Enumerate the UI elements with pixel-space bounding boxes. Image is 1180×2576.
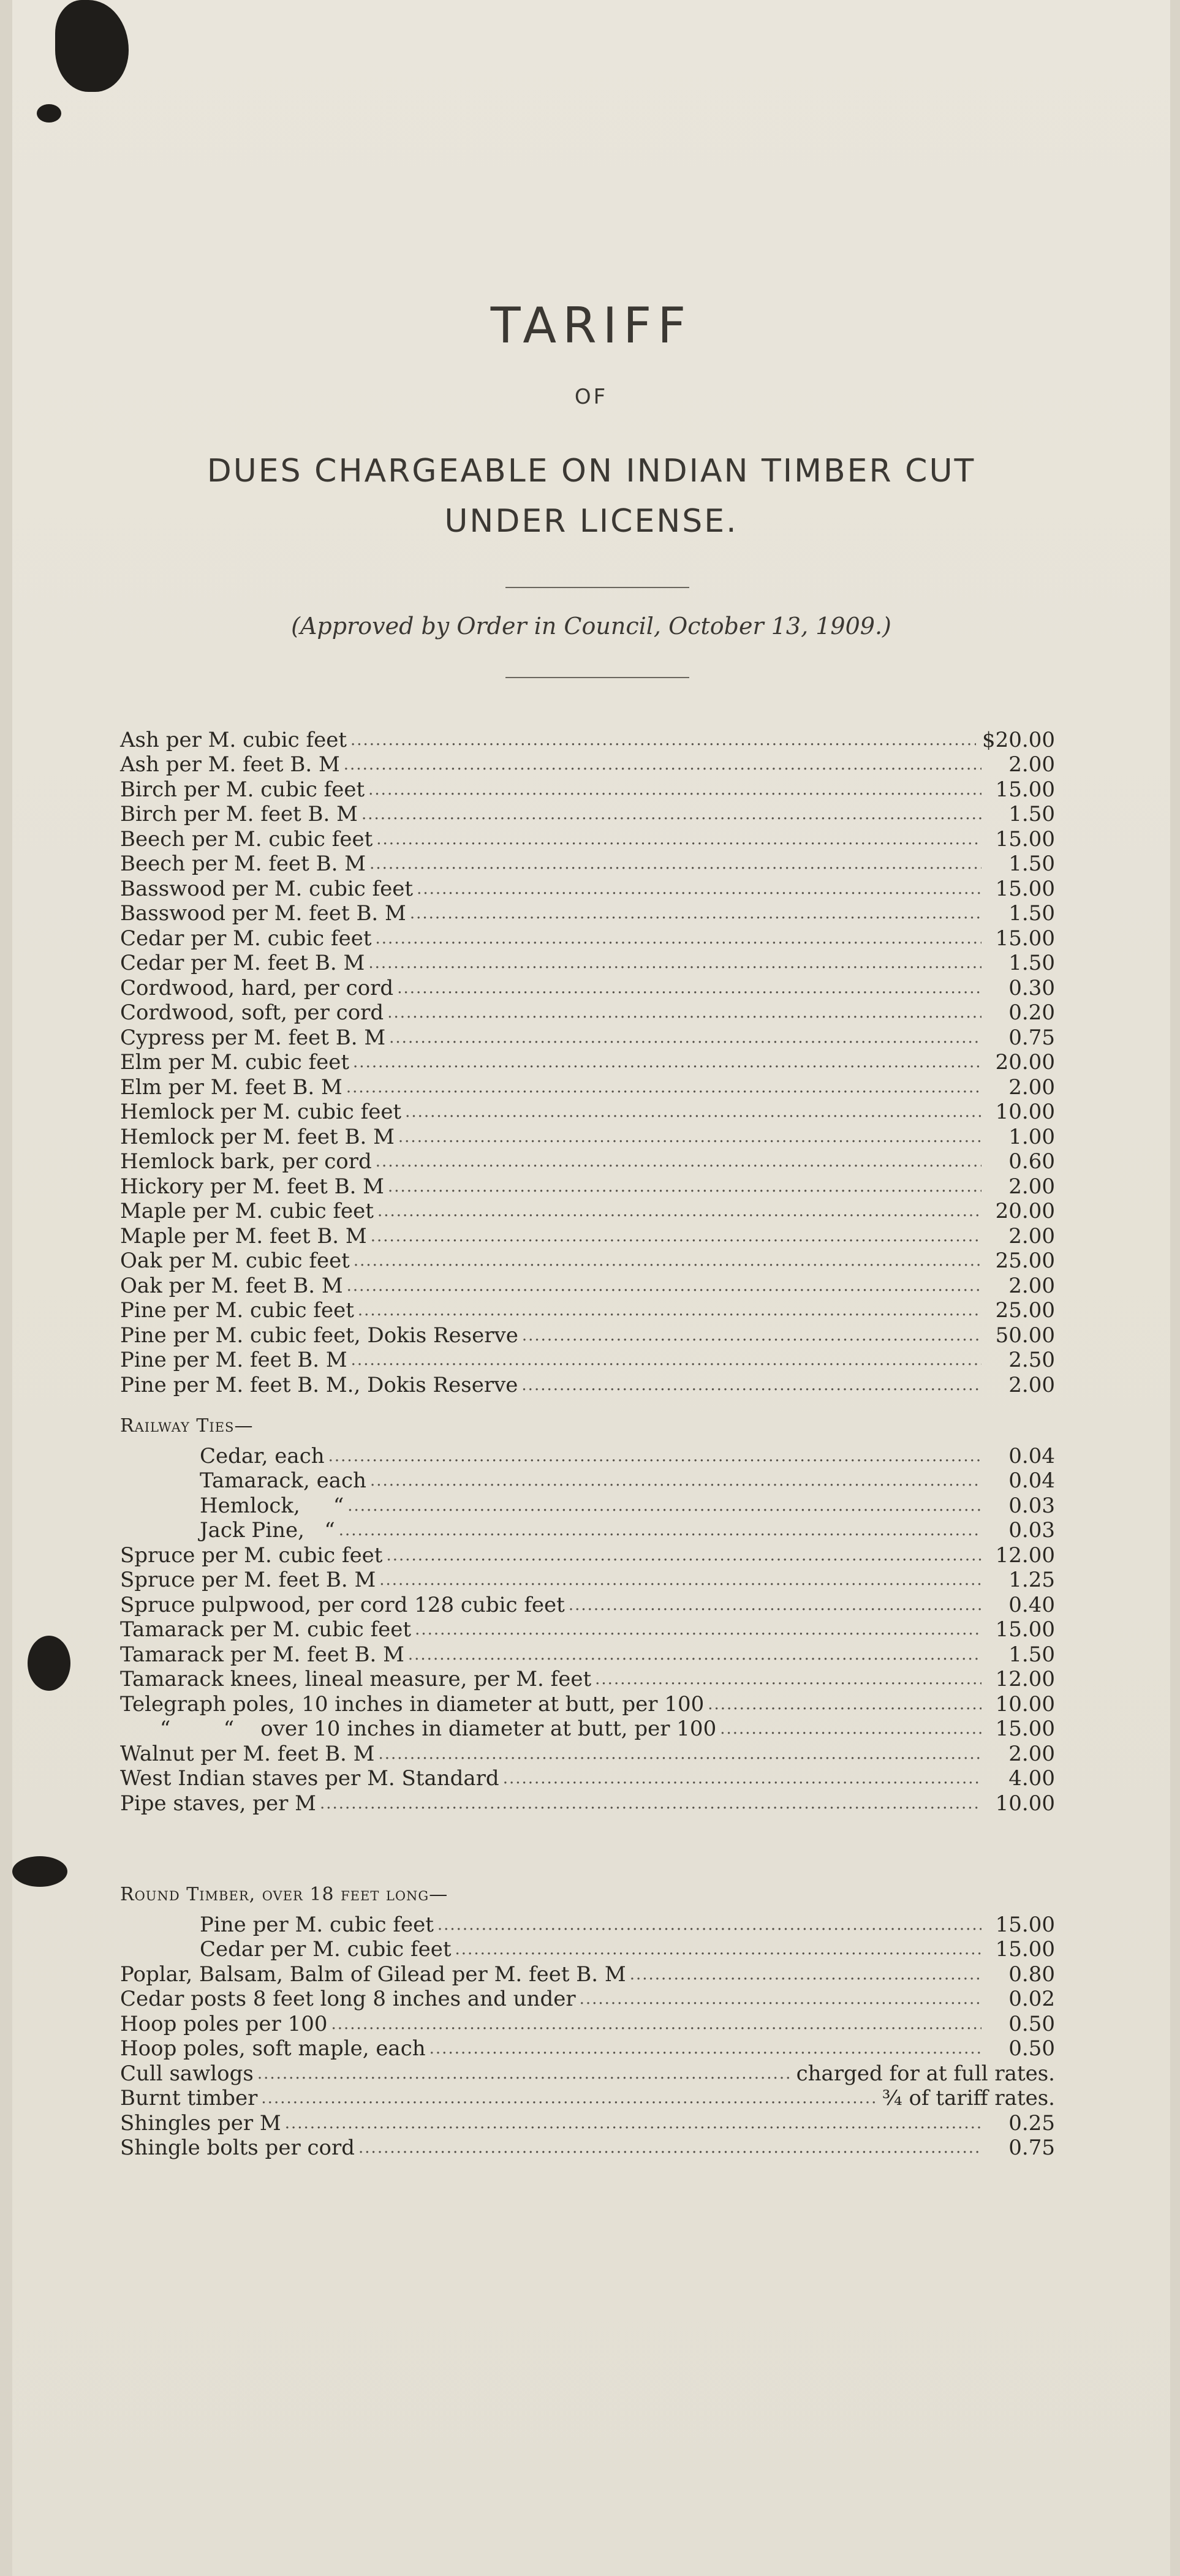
tariff-item-rate: 12.00 <box>995 1667 1055 1691</box>
divider-bottom <box>505 677 689 678</box>
tariff-row <box>120 1372 1055 1397</box>
tariff-item-rate: 2.00 <box>1008 1372 1055 1397</box>
tariff-row <box>120 2110 1055 2136</box>
tariff-item-rate: 1.00 <box>1008 1124 1055 1149</box>
dot-leader <box>437 1913 981 1937</box>
dot-leader <box>595 1667 981 1691</box>
dot-leader <box>358 2136 981 2160</box>
dot-leader <box>368 951 981 975</box>
tariff-row <box>120 1987 1055 2012</box>
tariff-item-rate: 0.04 <box>1008 1443 1055 1468</box>
tariff-row <box>120 1741 1055 1766</box>
tariff-item-rate: 2.00 <box>1008 1075 1055 1100</box>
tariff-item-rate: 0.60 <box>1008 1149 1055 1174</box>
tariff-item-label: Hickory per M. feet B. M <box>120 1174 384 1199</box>
tariff-row <box>120 1273 1055 1298</box>
document-page <box>12 0 1170 2576</box>
document-subtitle: OF <box>574 385 608 409</box>
dot-leader <box>347 1274 981 1298</box>
tariff-item-rate: 15.00 <box>995 777 1055 802</box>
tariff-row <box>120 1248 1055 1274</box>
tariff-item-label: Ash per M. feet B. M <box>120 752 340 777</box>
ink-stain-top-left <box>55 0 129 92</box>
tariff-item-rate: 0.75 <box>1008 1025 1055 1050</box>
tariff-item-label: Pine per M. cubic feet, Dokis Reserve <box>120 1323 518 1348</box>
document-title: TARIFF <box>490 297 692 354</box>
dot-leader <box>370 1468 981 1493</box>
divider-top <box>505 587 689 588</box>
tariff-row <box>120 852 1055 877</box>
tariff-item-rate: 15.00 <box>995 1617 1055 1642</box>
tariff-item-label: Cedar posts 8 feet long 8 inches and under <box>120 1987 576 2011</box>
tariff-row <box>120 1642 1055 1667</box>
dot-leader <box>503 1766 981 1791</box>
tariff-item-label: Tamarack per M. feet B. M <box>120 1642 404 1667</box>
tariff-item-rate: 1.50 <box>1008 852 1055 876</box>
dot-leader <box>328 1444 981 1468</box>
dot-leader <box>388 1174 981 1199</box>
tariff-item-label: Elm per M. feet B. M <box>120 1075 342 1100</box>
tariff-row <box>120 777 1055 802</box>
dot-leader <box>386 1543 981 1568</box>
tariff-item-rate: 1.25 <box>1008 1568 1055 1592</box>
dot-leader <box>339 1518 981 1543</box>
ink-stain-mid-left <box>28 1636 70 1691</box>
tariff-item-label: Shingle bolts per cord <box>120 2136 355 2160</box>
dot-leader <box>429 2036 981 2061</box>
tariff-row <box>120 1443 1055 1468</box>
tariff-item-label: Shingles per M <box>120 2110 281 2136</box>
tariff-item-rate: 15.00 <box>995 826 1055 852</box>
tariff-row <box>120 1717 1055 1742</box>
tariff-item-label: Hoop poles per 100 <box>120 2011 328 2036</box>
tariff-item-label: Cedar per M. feet B. M <box>120 951 365 975</box>
dot-leader <box>261 2086 876 2110</box>
tariff-item-label: Cypress per M. feet B. M <box>120 1025 386 1050</box>
tariff-item-label: Poplar, Balsam, Balm of Gilead per M. feet B. M <box>120 1962 626 1987</box>
tariff-row <box>120 826 1055 852</box>
dot-leader <box>455 1937 981 1962</box>
tariff-row <box>120 1174 1055 1199</box>
ink-stain-top-left-dot <box>37 104 61 123</box>
tariff-item-label: Burnt timber <box>120 2086 258 2110</box>
tariff-row <box>120 1100 1055 1125</box>
dot-leader <box>377 1199 981 1223</box>
tariff-row <box>120 1025 1055 1050</box>
tariff-item-rate: 15.00 <box>995 1912 1055 1937</box>
tariff-item-label: Tamarack knees, lineal measure, per M. feet <box>120 1667 592 1691</box>
tariff-row <box>120 1912 1055 1937</box>
tariff-item-rate: 10.00 <box>995 1691 1055 1717</box>
tariff-row <box>120 1518 1055 1543</box>
tariff-item-rate: 2.50 <box>1008 1348 1055 1372</box>
tariff-row <box>120 2136 1055 2161</box>
tariff-item-label: Ash per M. cubic feet <box>120 727 347 752</box>
dot-leader <box>397 976 981 1000</box>
heading-line-1: DUES CHARGEABLE ON INDIAN TIMBER CUT <box>206 453 976 489</box>
tariff-item-rate: 0.75 <box>1008 2136 1055 2160</box>
tariff-row <box>120 1791 1055 1816</box>
dot-leader <box>331 2012 982 2036</box>
dot-leader <box>521 1373 981 1397</box>
tariff-item-rate: 2.00 <box>1008 1741 1055 1766</box>
dot-leader <box>353 1050 981 1075</box>
tariff-item-label: Elm per M. cubic feet <box>120 1050 350 1075</box>
tariff-item-label: Spruce per M. cubic feet <box>120 1543 383 1568</box>
tariff-row <box>120 2061 1055 2086</box>
tariff-row <box>120 1691 1055 1717</box>
tariff-row <box>120 1348 1055 1373</box>
tariff-item-rate: 0.04 <box>1008 1468 1055 1493</box>
tariff-item-label: Cull sawlogs <box>120 2061 254 2086</box>
tariff-item-rate: 0.30 <box>1008 975 1055 1000</box>
dot-leader <box>580 1987 981 2011</box>
dot-leader <box>358 1298 981 1323</box>
tariff-item-label: Pine per M. cubic feet <box>200 1912 434 1937</box>
tariff-item-rate: 2.00 <box>1008 1223 1055 1248</box>
tariff-row <box>120 1223 1055 1248</box>
tariff-item-rate: 0.03 <box>1008 1518 1055 1543</box>
tariff-item-label: Tamarack per M. cubic feet <box>120 1617 412 1642</box>
dot-leader <box>347 1494 981 1518</box>
dot-leader <box>257 2061 790 2086</box>
tariff-item-rate: 10.00 <box>995 1791 1055 1816</box>
dot-leader <box>354 1248 981 1273</box>
tariff-item-rate: 25.00 <box>995 1298 1055 1323</box>
railway-ties-section <box>120 1409 1055 1816</box>
tariff-item-label: Spruce pulpwood, per cord 128 cubic feet <box>120 1592 565 1617</box>
tariff-item-rate: 2.00 <box>1008 1174 1055 1199</box>
dot-leader <box>369 852 981 876</box>
tariff-row <box>120 1124 1055 1149</box>
tariff-row <box>120 1298 1055 1323</box>
dot-leader <box>361 802 981 826</box>
dot-leader <box>522 1323 981 1348</box>
tariff-item-label: Pine per M. feet B. M <box>120 1348 347 1372</box>
tariff-item-rate: 15.00 <box>995 1937 1055 1962</box>
tariff-row <box>120 1149 1055 1174</box>
dot-leader <box>379 1568 981 1592</box>
tariff-item-rate: 50.00 <box>995 1323 1055 1348</box>
tariff-row <box>120 1075 1055 1100</box>
tariff-row <box>120 752 1055 777</box>
approval-note: (Approved by Order in Council, October 13, 1909.) <box>291 613 891 640</box>
tariff-item-label: Hemlock bark, per cord <box>120 1149 372 1174</box>
tariff-item-rate: 0.50 <box>1008 2011 1055 2036</box>
tariff-item-rate: 1.50 <box>1008 901 1055 926</box>
dot-leader <box>417 877 981 901</box>
dot-leader <box>350 728 976 752</box>
tariff-row <box>120 1000 1055 1025</box>
tariff-row <box>120 1199 1055 1224</box>
round-timber-section <box>120 1878 1055 2160</box>
tariff-row <box>120 1667 1055 1692</box>
tariff-item-label: Spruce per M. feet B. M <box>120 1568 376 1592</box>
tariff-item-label: Hemlock, “ <box>200 1493 344 1518</box>
tariff-item-rate: 2.00 <box>1008 1273 1055 1298</box>
tariff-item-rate: 20.00 <box>995 1050 1055 1075</box>
tariff-row <box>120 1592 1055 1617</box>
tariff-row <box>120 975 1055 1000</box>
dot-leader <box>379 1742 982 1766</box>
tariff-item-rate: 2.00 <box>1008 752 1055 777</box>
tariff-item-rate: $20.00 <box>982 727 1055 752</box>
tariff-row <box>120 2011 1055 2036</box>
document-heading <box>12 446 1170 546</box>
tariff-item-label: West Indian staves per M. Standard <box>120 1766 499 1791</box>
dot-leader <box>415 1617 981 1642</box>
tariff-item-label: Hemlock per M. feet B. M <box>120 1124 395 1149</box>
tariff-item-label: Cedar per M. cubic feet <box>120 926 372 951</box>
tariff-item-label: Oak per M. cubic feet <box>120 1248 350 1273</box>
dot-leader <box>569 1593 981 1617</box>
tariff-row <box>120 1617 1055 1642</box>
tariff-item-label: Pipe staves, per M <box>120 1791 316 1816</box>
dot-leader <box>405 1100 981 1124</box>
dot-leader <box>708 1692 981 1717</box>
dot-leader <box>410 901 981 926</box>
tariff-item-rate: charged for at full rates. <box>796 2061 1055 2086</box>
tariff-row <box>120 2086 1055 2111</box>
dot-leader <box>376 1149 981 1174</box>
tariff-row <box>120 1543 1055 1568</box>
tariff-item-rate: 0.50 <box>1008 2036 1055 2061</box>
section-heading: Round Timber, over 18 feet long— <box>120 1884 448 1905</box>
tariff-item-rate: 10.00 <box>995 1100 1055 1124</box>
tariff-item-label: Hemlock per M. cubic feet <box>120 1100 402 1124</box>
tariff-row <box>120 876 1055 901</box>
dot-leader <box>346 1075 981 1100</box>
ink-stain-lower-left <box>12 1856 67 1887</box>
dot-leader <box>371 1224 981 1248</box>
tariff-item-rate: 0.02 <box>1008 1987 1055 2011</box>
tariff-item-label: Beech per M. feet B. M <box>120 852 366 876</box>
dot-leader <box>351 1348 981 1372</box>
dot-leader <box>408 1642 981 1667</box>
tariff-item-label: Maple per M. cubic feet <box>120 1199 374 1223</box>
tariff-item-label: “ “ over 10 inches in diameter at butt, per 100 <box>120 1717 717 1741</box>
tariff-item-rate: 15.00 <box>995 876 1055 901</box>
tariff-item-rate: 4.00 <box>1008 1766 1055 1791</box>
tariff-row <box>120 802 1055 827</box>
tariff-row <box>120 727 1055 752</box>
tariff-row <box>120 951 1055 976</box>
tariff-row <box>120 901 1055 926</box>
tariff-row <box>120 926 1055 951</box>
tariff-row <box>120 2036 1055 2061</box>
dot-leader <box>320 1791 981 1816</box>
tariff-item-rate: 1.50 <box>1008 1642 1055 1667</box>
tariff-row <box>120 1937 1055 1962</box>
tariff-item-label: Oak per M. feet B. M <box>120 1273 343 1298</box>
tariff-row <box>120 1962 1055 1987</box>
tariff-item-label: Birch per M. cubic feet <box>120 777 365 802</box>
tariff-item-rate: 0.80 <box>1008 1962 1055 1987</box>
tariff-item-label: Pine per M. cubic feet <box>120 1298 354 1323</box>
tariff-item-label: Cordwood, hard, per cord <box>120 975 394 1000</box>
tariff-item-rate: 15.00 <box>995 1717 1055 1741</box>
tariff-item-rate: 0.03 <box>1008 1493 1055 1518</box>
tariff-row <box>120 1323 1055 1348</box>
tariff-item-label: Basswood per M. feet B. M <box>120 901 406 926</box>
tariff-item-label: Maple per M. feet B. M <box>120 1223 367 1248</box>
dot-leader <box>376 827 981 852</box>
tariff-item-label: Hoop poles, soft maple, each <box>120 2036 426 2061</box>
dot-leader <box>630 1962 981 1987</box>
tariff-item-label: Jack Pine, “ <box>200 1518 335 1543</box>
dot-leader <box>285 2111 981 2136</box>
tariff-item-rate: 12.00 <box>995 1543 1055 1568</box>
tariff-item-label: Cedar, each <box>200 1443 325 1468</box>
dot-leader <box>376 926 981 951</box>
tariff-item-rate: ¾ of tariff rates. <box>882 2086 1055 2110</box>
dot-leader <box>398 1125 981 1149</box>
tariff-item-label: Birch per M. feet B. M <box>120 802 358 826</box>
tariff-row <box>120 1766 1055 1791</box>
section-heading: Railway Ties— <box>120 1415 254 1437</box>
tariff-item-rate: 20.00 <box>995 1199 1055 1223</box>
heading-line-2: UNDER LICENSE. <box>444 503 738 540</box>
tariff-row <box>120 1493 1055 1518</box>
tariff-row <box>120 1568 1055 1593</box>
tariff-item-rate: 0.20 <box>1008 1000 1055 1025</box>
tariff-row <box>120 1050 1055 1075</box>
dot-leader <box>344 752 981 777</box>
tariff-item-rate: 0.40 <box>1008 1592 1055 1617</box>
dot-leader <box>389 1025 981 1050</box>
dot-leader <box>368 777 981 802</box>
tariff-item-rate: 0.25 <box>1008 2110 1055 2136</box>
tariff-item-label: Walnut per M. feet B. M <box>120 1741 375 1766</box>
tariff-item-rate: 1.50 <box>1008 951 1055 975</box>
tariff-item-label: Beech per M. cubic feet <box>120 826 373 852</box>
tariff-item-label: Cordwood, soft, per cord <box>120 1000 384 1025</box>
tariff-item-label: Tamarack, each <box>200 1468 366 1493</box>
tariff-item-label: Basswood per M. cubic feet <box>120 876 414 901</box>
dot-leader <box>387 1000 981 1025</box>
tariff-item-label: Cedar per M. cubic feet <box>200 1937 452 1962</box>
tariff-item-rate: 15.00 <box>995 926 1055 951</box>
tariff-item-rate: 25.00 <box>995 1248 1055 1273</box>
tariff-list <box>120 727 1055 1397</box>
dot-leader <box>720 1717 981 1741</box>
tariff-item-label: Pine per M. feet B. M., Dokis Reserve <box>120 1372 518 1397</box>
tariff-row <box>120 1468 1055 1494</box>
tariff-item-label: Telegraph poles, 10 inches in diameter at butt, per 100 <box>120 1691 705 1717</box>
tariff-item-rate: 1.50 <box>1008 802 1055 826</box>
